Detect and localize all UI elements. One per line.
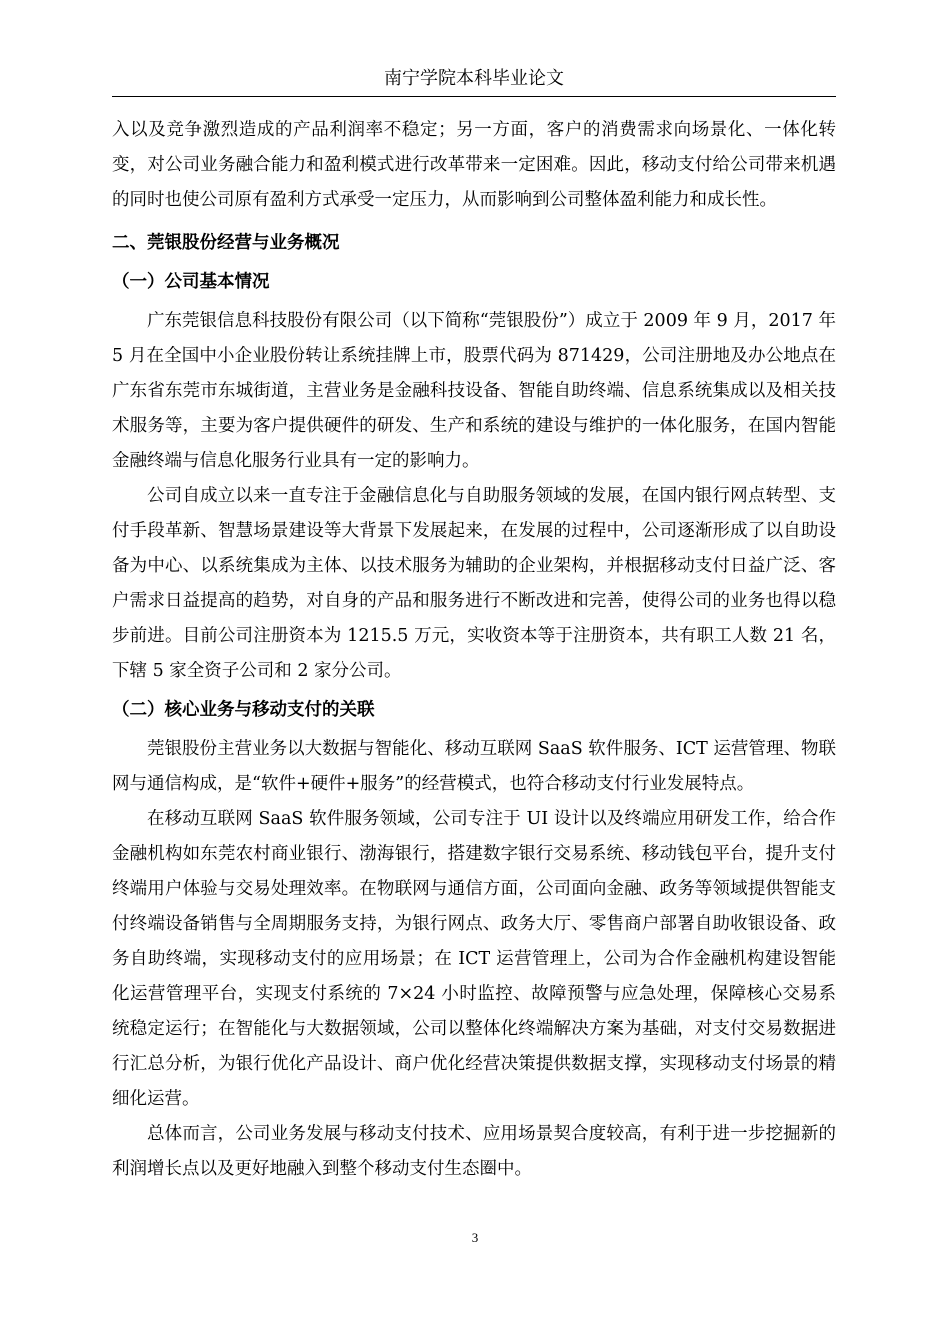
page-header: [112, 62, 836, 97]
paragraph: 在移动互联网 SaaS 软件服务领域，公司专注于 UI 设计以及终端应用研发工作，给合作金融机构如东莞农村商业银行、渤海银行，搭建数字银行交易系统、移动钱包平台，提升支付终端用户体验与交易处理效率。在物联网与通信方面，公司面向金融、政务等领域提供智能支付终端设备销售与全周期服务支持，为银行网点、政务大厅、零售商户部署自助收银设备、政务自助终端，实现移动支付的应用场景；在 ICT 运营管理上，公司为合作金融机构建设智能化运营管理平台，实现支付系统的 7×24 小时监控、故障预警与应急处理，保障核心交易系统稳定运行；在智能化与大数据领域，公司以整体化终端解决方案为基础，对支付交易数据进行汇总分析，为银行优化产品设计、商户优化经营决策提供数据支撑，实现移动支付场景的精细化运营。: [112, 809, 836, 1109]
paragraph-intro-continuation: 入以及竞争激烈造成的产品利润率不稳定；另一方面，客户的消费需求向场景化、一体化转变，对公司业务融合能力和盈利模式进行改革带来一定困难。因此，移动支付给公司带来机遇的同时也使公司原有盈利方式承受一定压力，从而影响到公司整体盈利能力和成长性。: [112, 120, 836, 210]
page-number: 3: [471, 1230, 479, 1245]
page-content: [112, 113, 836, 1187]
paragraph: 广东莞银信息科技股份有限公司（以下简称“莞银股份”）成立于 2009 年 9 月，2017 年 5 月在全国中小企业股份转让系统挂牌上市，股票代码为 871429，公司注册地及办公地点在广东省东莞市东城街道，主营业务是金融科技设备、智能自助终端、信息系统集成以及相关技术服务等，主要为客户提供硬件的研发、生产和系统的建设与维护的一体化服务，在国内智能金融终端与信息化服务行业具有一定的影响力。: [112, 311, 836, 471]
subsection-heading: （一）公司基本情况: [112, 272, 270, 292]
section-heading: 二、莞银股份经营与业务概况: [112, 233, 340, 253]
subsection-heading: （二）核心业务与移动支付的关联: [112, 700, 375, 720]
header-title: 南宁学院本科毕业论文: [384, 68, 564, 89]
paragraph: 莞银股份主营业务以大数据与智能化、移动互联网 SaaS 软件服务、ICT 运营管理、物联网与通信构成，是“软件+硬件+服务”的经营模式，也符合移动支付行业发展特点。: [112, 739, 836, 794]
paragraph: 总体而言，公司业务发展与移动支付技术、应用场景契合度较高，有利于进一步挖掘新的利润增长点以及更好地融入到整个移动支付生态圈中。: [112, 1124, 836, 1179]
paragraph: 公司自成立以来一直专注于金融信息化与自助服务领域的发展，在国内银行网点转型、支付手段革新、智慧场景建设等大背景下发展起来，在发展的过程中，公司逐渐形成了以自助设备为中心、以系统集成为主体、以技术服务为辅助的企业架构，并根据移动支付日益广泛、客户需求日益提高的趋势，对自身的产品和服务进行不断改进和完善，使得公司的业务也得以稳步前进。目前公司注册资本为 1215.5 万元，实收资本等于注册资本，共有职工人数 21 名，下辖 5 家全资子公司和 2 家分公司。: [112, 486, 836, 681]
